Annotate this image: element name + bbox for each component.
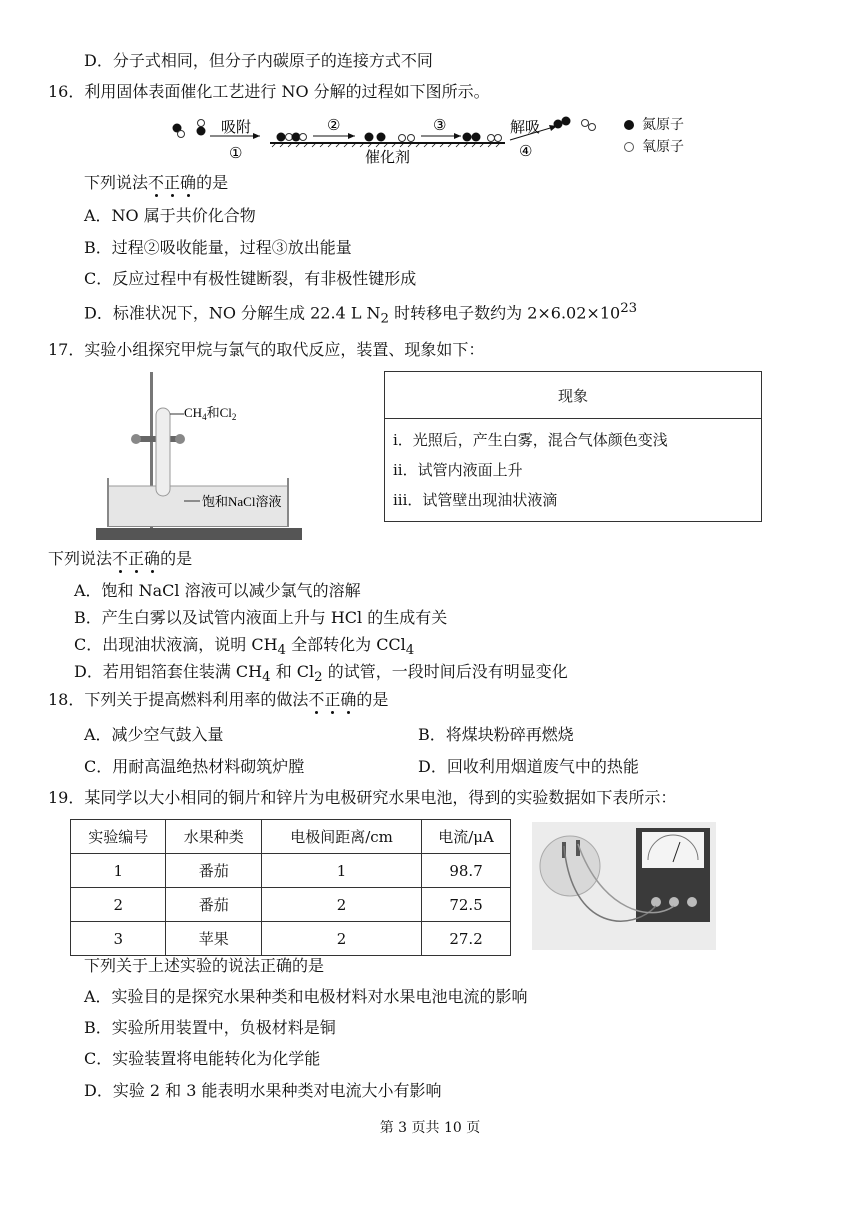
q18-option-b: B．将煤块粉碎再燃烧 <box>418 725 574 744</box>
q18-option-a: A．减少空气鼓入量 <box>84 725 224 744</box>
q17-prompt: 下列说法不正确的是 <box>48 549 193 568</box>
q19-option-b: B．实验所用装置中，负极材料是铜 <box>84 1018 336 1037</box>
q17-option-c: C．出现油状液滴，说明 $CH_4$ 全部转化为 CCl$_4$ <box>74 635 415 659</box>
svg-text:饱和NaCl溶液: 饱和NaCl溶液 <box>202 494 282 509</box>
q16-option-b: B．过程②吸收能量，过程③放出能量 <box>84 238 352 257</box>
q18-stem: 18．下列关于提高燃料利用率的做法不正确的是 <box>48 690 389 709</box>
q19-option-c: C．实验装置将电能转化为化学能 <box>84 1049 321 1068</box>
q16-prompt: 下列说法不正确的是 <box>84 173 229 192</box>
legend-nitrogen: 氮原子 <box>624 114 684 134</box>
legend-oxygen: 氧原子 <box>624 136 684 156</box>
methane-chlorine-apparatus-figure <box>88 368 310 548</box>
fruit-battery-photo <box>532 822 716 950</box>
svg-text:吸附: 吸附 <box>221 120 252 136</box>
q19-stem: 19．某同学以大小相同的铜片和锌片为电极研究水果电池，得到的实验数据如下表所示： <box>48 788 677 807</box>
svg-text:催化剂: 催化剂 <box>365 150 411 166</box>
q16-option-c: C．反应过程中有极性键断裂，有非极性键形成 <box>84 269 417 288</box>
svg-text:①: ① <box>229 146 243 162</box>
column-header: 实验编号 <box>71 820 166 854</box>
observation-list <box>385 419 762 522</box>
emphasis-not-correct: 不正确 <box>112 549 161 568</box>
svg-text:解吸: 解吸 <box>510 120 541 136</box>
observation-item: iii．试管壁出现油状液滴 <box>393 491 558 509</box>
svg-text:CH4和Cl2: $CH_4$和$Cl_2$ <box>184 405 237 422</box>
q18-option-d: D．回收利用烟道废气中的热能 <box>418 757 639 776</box>
q17-stem: 17．实验小组探究甲烷与氯气的取代反应，装置、现象如下： <box>48 340 485 359</box>
observation-table <box>384 371 762 522</box>
svg-text:②: ② <box>327 118 341 134</box>
svg-text:③: ③ <box>433 118 447 134</box>
q17-option-d: D．若用铝箔套住装满 $CH_4$ 和 $Cl_2$ 的试管，一段时间后没有明显变化 <box>74 662 568 686</box>
table-row: 3 苹果 2 27.2 <box>71 922 511 956</box>
column-header: 电极间距离/cm <box>261 820 421 854</box>
emphasis-not-correct: 不正确 <box>148 173 197 192</box>
table-row: 2 番茄 2 72.5 <box>71 888 511 922</box>
fruit-battery-data-table <box>70 819 511 956</box>
observation-item: i．光照后，产生白雾，混合气体颜色变浅 <box>393 431 668 449</box>
q16-option-d: D．标准状况下，NO 分解生成 22.4 L $N_2$ 时转移电子数约为 $2\times 6.02\times 10^{23}$ <box>84 301 638 327</box>
table-header-row <box>71 820 511 854</box>
q15-option-d: D．分子式相同，但分子内碳原子的连接方式不同 <box>84 51 433 70</box>
svg-text:④: ④ <box>519 144 533 160</box>
q19-option-a: A．实验目的是探究水果种类和电极材料对水果电池电流的影响 <box>84 987 528 1006</box>
emphasis-not-correct: 不正确 <box>308 690 357 709</box>
page-footer: 第 3 页共 10 页 <box>379 1120 481 1136</box>
q17-option-a: A．饱和 NaCl 溶液可以减少氯气的溶解 <box>74 581 361 600</box>
column-header: 水果种类 <box>166 820 261 854</box>
q16-option-a: A．NO 属于共价化合物 <box>84 206 256 225</box>
observation-item: ii．试管内液面上升 <box>393 461 523 479</box>
q17-option-b: B．产生白雾以及试管内液面上升与 HCl 的生成有关 <box>74 608 448 627</box>
nitrogen-atom-icon <box>624 120 634 130</box>
table-row: 1 番茄 1 98.7 <box>71 854 511 888</box>
observation-table-header: 现象 <box>385 372 762 419</box>
q19-prompt: 下列关于上述实验的说法正确的是 <box>84 956 325 975</box>
q18-option-c: C．用耐高温绝热材料砌筑炉膛 <box>84 757 305 776</box>
q19-option-d: D．实验 2 和 3 能表明水果种类对电流大小有影响 <box>84 1081 442 1100</box>
no-decomposition-diagram <box>165 112 625 168</box>
oxygen-atom-icon <box>624 142 634 152</box>
q16-stem: 16．利用固体表面催化工艺进行 NO 分解的过程如下图所示。 <box>48 82 490 101</box>
column-header: 电流/μA <box>422 820 511 854</box>
